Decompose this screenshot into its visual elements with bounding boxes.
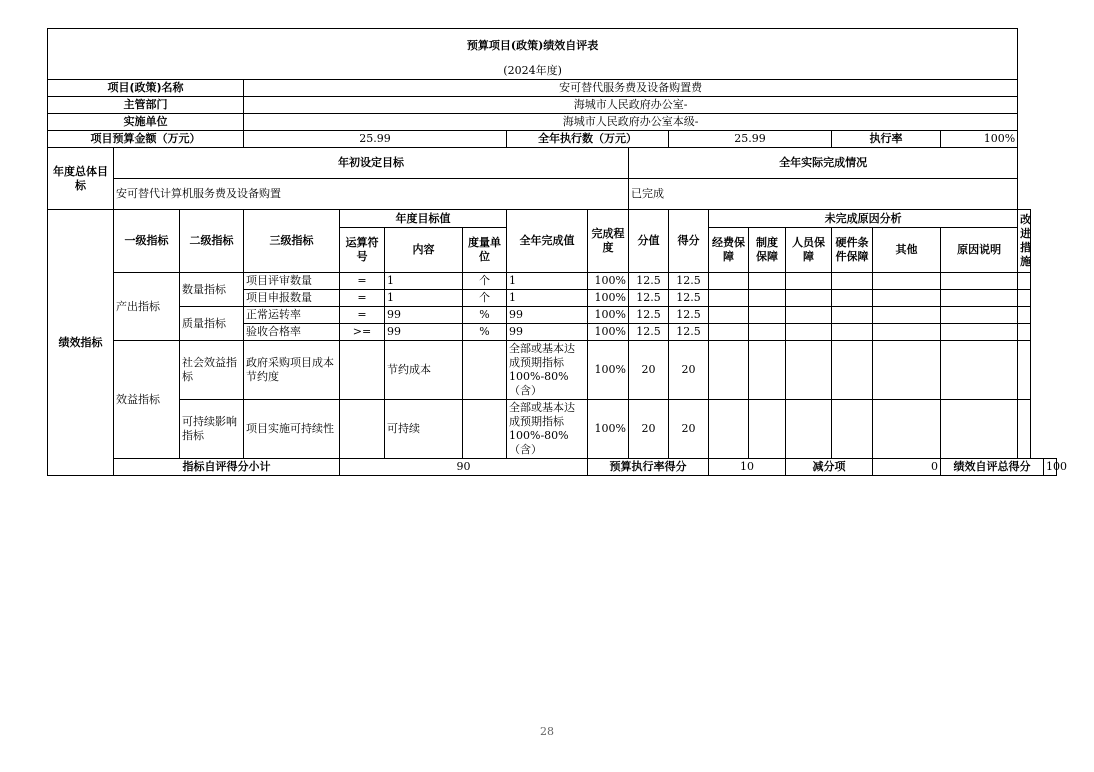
table-row-l3: 验收合格率 <box>244 324 340 341</box>
table-row-full: 12.5 <box>629 290 669 307</box>
table-row-unit: % <box>463 307 507 324</box>
impl-label: 实施单位 <box>48 114 244 131</box>
table-row-done: 全部或基本达成预期指标100%-80%（含） <box>507 341 588 400</box>
table-row-degree: 100% <box>588 324 629 341</box>
deduct-label: 减分项 <box>786 459 873 476</box>
rate-label: 执行率 <box>832 131 941 148</box>
page-number: 28 <box>540 725 554 738</box>
sustain-label: 可持续影响指标 <box>180 400 244 459</box>
table-row-full: 20 <box>629 341 669 400</box>
header-r3: 人员保障 <box>786 228 832 273</box>
budget-value: 25.99 <box>244 131 507 148</box>
header-done: 全年完成值 <box>507 210 588 273</box>
header-score-full: 分值 <box>629 210 669 273</box>
table-row-full: 12.5 <box>629 307 669 324</box>
table-row-degree: 100% <box>588 290 629 307</box>
table-row-done: 全部或基本达成预期指标100%-80%（含） <box>507 400 588 459</box>
table-row-op: >= <box>340 324 385 341</box>
header-content: 内容 <box>385 228 463 273</box>
table-row-score: 20 <box>669 400 709 459</box>
table-row-l3: 政府采购项目成本节约度 <box>244 341 340 400</box>
evaluation-table <box>47 28 1068 476</box>
table-row-done: 1 <box>507 290 588 307</box>
table-row-done: 99 <box>507 324 588 341</box>
table-row-op: = <box>340 273 385 290</box>
table-row-content: 1 <box>385 290 463 307</box>
table-row-l3: 正常运转率 <box>244 307 340 324</box>
header-lvl3: 三级指标 <box>244 210 340 273</box>
project-name-value: 安可替代服务费及设备购置费 <box>244 80 1018 97</box>
table-row-content: 节约成本 <box>385 341 463 400</box>
header-r4: 硬件条件保障 <box>832 228 873 273</box>
header-score: 得分 <box>669 210 709 273</box>
total-value: 100 <box>1044 459 1057 476</box>
table-row-score: 12.5 <box>669 307 709 324</box>
table-row-unit: 个 <box>463 290 507 307</box>
table-row-op: = <box>340 307 385 324</box>
table-row-done: 99 <box>507 307 588 324</box>
table-row-unit <box>463 400 507 459</box>
deduct-value: 0 <box>873 459 941 476</box>
header-target: 年度目标值 <box>340 210 507 228</box>
table-row-l3: 项目评审数量 <box>244 273 340 290</box>
dept-value: 海城市人民政府办公室- <box>244 97 1018 114</box>
budget-label: 项目预算金额（万元） <box>48 131 244 148</box>
project-name-label: 项目(政策)名称 <box>48 80 244 97</box>
header-reason: 未完成原因分析 <box>709 210 1018 228</box>
budget-score-label: 预算执行率得分 <box>588 459 709 476</box>
header-r6: 原因说明 <box>941 228 1018 273</box>
subtotal-label: 指标自评得分小计 <box>114 459 340 476</box>
output-label: 产出指标 <box>114 273 180 341</box>
goal-label: 年度总体目标 <box>48 148 114 210</box>
total-label: 绩效自评总得分 <box>941 459 1044 476</box>
exec-label: 全年执行数（万元） <box>507 131 669 148</box>
table-row-degree: 100% <box>588 273 629 290</box>
table-row-l3: 项目实施可持续性 <box>244 400 340 459</box>
table-row-score: 12.5 <box>669 324 709 341</box>
dept-label: 主管部门 <box>48 97 244 114</box>
table-row-unit <box>463 341 507 400</box>
header-unit: 度量单位 <box>463 228 507 273</box>
exec-value: 25.99 <box>669 131 832 148</box>
table-row-op <box>340 400 385 459</box>
table-row-op <box>340 341 385 400</box>
header-r5: 其他 <box>873 228 941 273</box>
rate-value: 100% <box>941 131 1018 148</box>
goal-actual-label: 全年实际完成情况 <box>629 148 1018 179</box>
header-op: 运算符号 <box>340 228 385 273</box>
header-lvl2: 二级指标 <box>180 210 244 273</box>
qual-label: 质量指标 <box>180 307 244 341</box>
table-row-l3: 项目申报数量 <box>244 290 340 307</box>
benefit-label: 效益指标 <box>114 341 180 459</box>
header-lvl1: 一级指标 <box>114 210 180 273</box>
goal-set-label: 年初设定目标 <box>114 148 629 179</box>
impl-value: 海城市人民政府办公室本级- <box>244 114 1018 131</box>
table-row-full: 20 <box>629 400 669 459</box>
table-row-op: = <box>340 290 385 307</box>
table-row-degree: 100% <box>588 307 629 324</box>
table-row-content: 99 <box>385 307 463 324</box>
goal-set-value: 安可替代计算机服务费及设备购置 <box>114 179 629 210</box>
table-row-score: 12.5 <box>669 273 709 290</box>
performance-evaluation-sheet <box>47 28 1068 476</box>
table-row-content: 可持续 <box>385 400 463 459</box>
table-row-score: 12.5 <box>669 290 709 307</box>
header-r2: 制度保障 <box>749 228 786 273</box>
table-row-unit: 个 <box>463 273 507 290</box>
qty-label: 数量指标 <box>180 273 244 307</box>
subtotal-value: 90 <box>340 459 588 476</box>
page-subtitle: (2024年度) <box>48 63 1018 80</box>
table-row-done: 1 <box>507 273 588 290</box>
table-row-full: 12.5 <box>629 273 669 290</box>
table-row-degree: 100% <box>588 341 629 400</box>
social-label: 社会效益指标 <box>180 341 244 400</box>
table-row-unit: % <box>463 324 507 341</box>
table-row-content: 1 <box>385 273 463 290</box>
table-row-degree: 100% <box>588 400 629 459</box>
header-degree: 完成程度 <box>588 210 629 273</box>
table-row-full: 12.5 <box>629 324 669 341</box>
perf-label: 绩效指标 <box>48 210 114 476</box>
header-r1: 经费保障 <box>709 228 749 273</box>
table-row-score: 20 <box>669 341 709 400</box>
header-improve: 改进措施 <box>1018 210 1031 273</box>
page-title: 预算项目(政策)绩效自评表 <box>48 29 1018 64</box>
table-row-content: 99 <box>385 324 463 341</box>
budget-score-value: 10 <box>709 459 786 476</box>
goal-actual-value: 已完成 <box>629 179 1018 210</box>
